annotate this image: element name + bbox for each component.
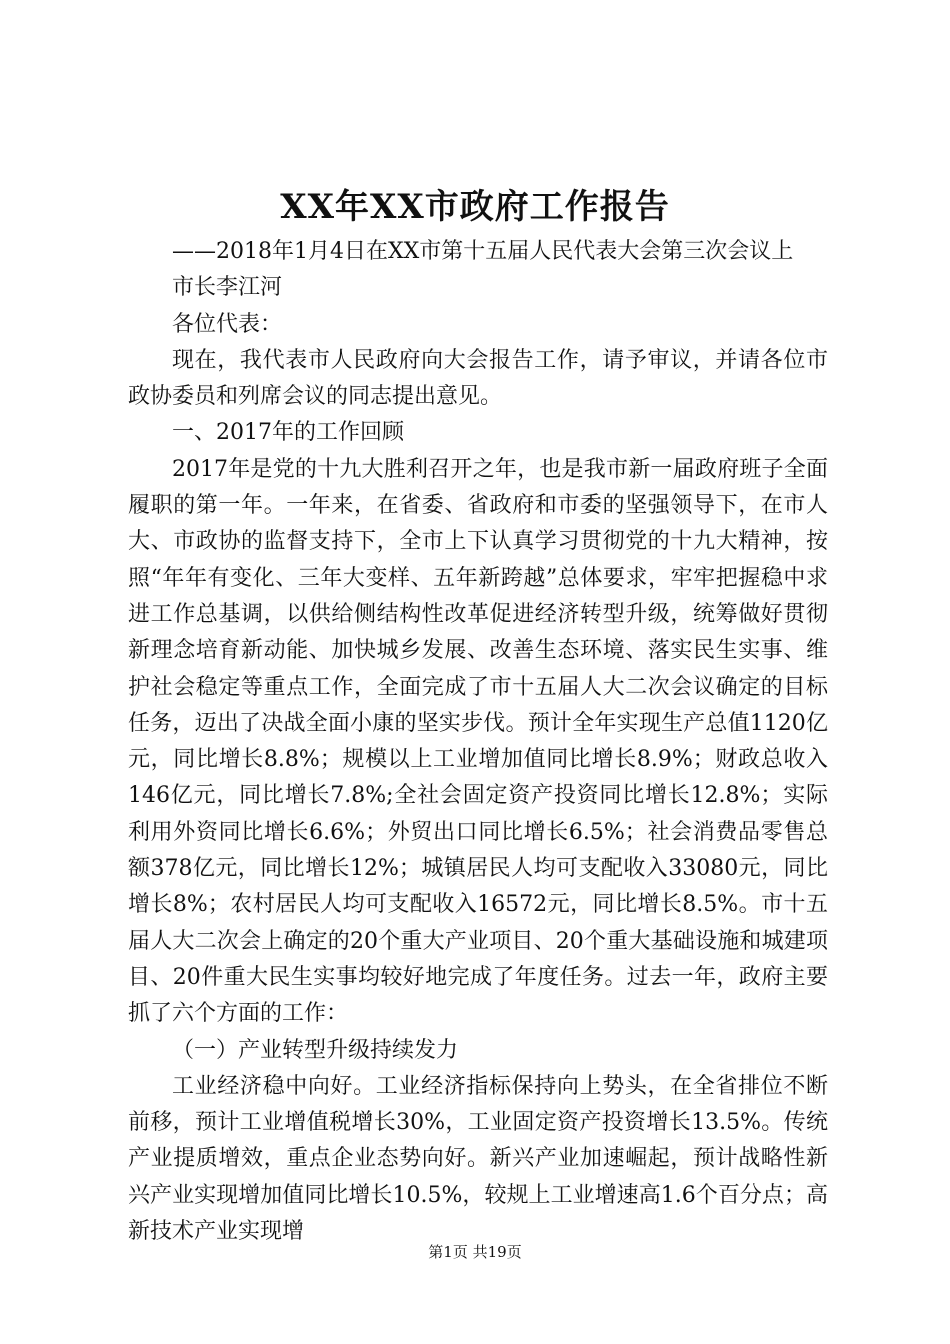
industry-paragraph: 工业经济稳中向好。工业经济指标保持向上势头，在全省排位不断前移，预计工业增值税增长30%，工业固定资产投资增长13.5%。传统产业提质增效，重点企业态势向好。新兴产业加速崛起，预计战略性新兴产业实现增加值同比增长10.5%，较规上工业增速高1.6个百分点；高新技术产业实现增 — [128, 1073, 828, 1245]
page-footer: 第1页 共19页 — [428, 1243, 522, 1261]
intro-paragraph: 现在，我代表市人民政府向大会报告工作，请予审议，并请各位市政协委员和列席会议的同志提出意见。 — [128, 347, 828, 410]
document-body — [128, 234, 828, 1250]
document-title: XX年XX市政府工作报告 — [280, 187, 670, 227]
section-heading: 一、2017年的工作回顾 — [172, 420, 404, 446]
review-paragraph: 2017年是党的十九大胜利召开之年，也是我市新一届政府班子全面履职的第一年。一年来，在省委、省政府和市委的坚强领导下，在市人大、市政协的监督支持下，全市上下认真学习贯彻党的十九大精神，按照“年年有变化、三年大变样、五年新跨越”总体要求，牢牢把握稳中求进工作总基调，以供给侧结构性改革促进经济转型升级，统筹做好贯彻新理念培育新动能、加快城乡发展、改善生态环境、落实民生实事、维护社会稳定等重点工作，全面完成了市十五届人大二次会议确定的目标任务，迈出了决战全面小康的坚实步伐。预计全年实现生产总值1120亿元，同比增长8.8%；规模以上工业增加值同比增长8.9%；财政总收入146亿元，同比增长7.8%;全社会固定资产投资同比增长12.8%；实际利用外资同比增长6.6%；外贸出口同比增长6.5%；社会消费品零售总额378亿元，同比增长12%；城镇居民人均可支配收入33080元，同比增长8%；农村居民人均可支配收入16572元，同比增长8.5%。市十五届人大二次会上确定的20个重大产业项目、20个重大基础设施和城建项目、20件重大民生实事均较好地完成了年度任务。过去一年，政府主要抓了六个方面的工作： — [128, 456, 828, 1027]
speaker-paragraph: 市长李江河 — [172, 275, 283, 301]
salutation-paragraph: 各位代表： — [172, 311, 283, 337]
subtitle-paragraph: ——2018年1月4日在XX市第十五届人民代表大会第三次会议上 — [172, 239, 794, 264]
subsection-heading: （一）产业转型升级持续发力 — [172, 1037, 459, 1063]
